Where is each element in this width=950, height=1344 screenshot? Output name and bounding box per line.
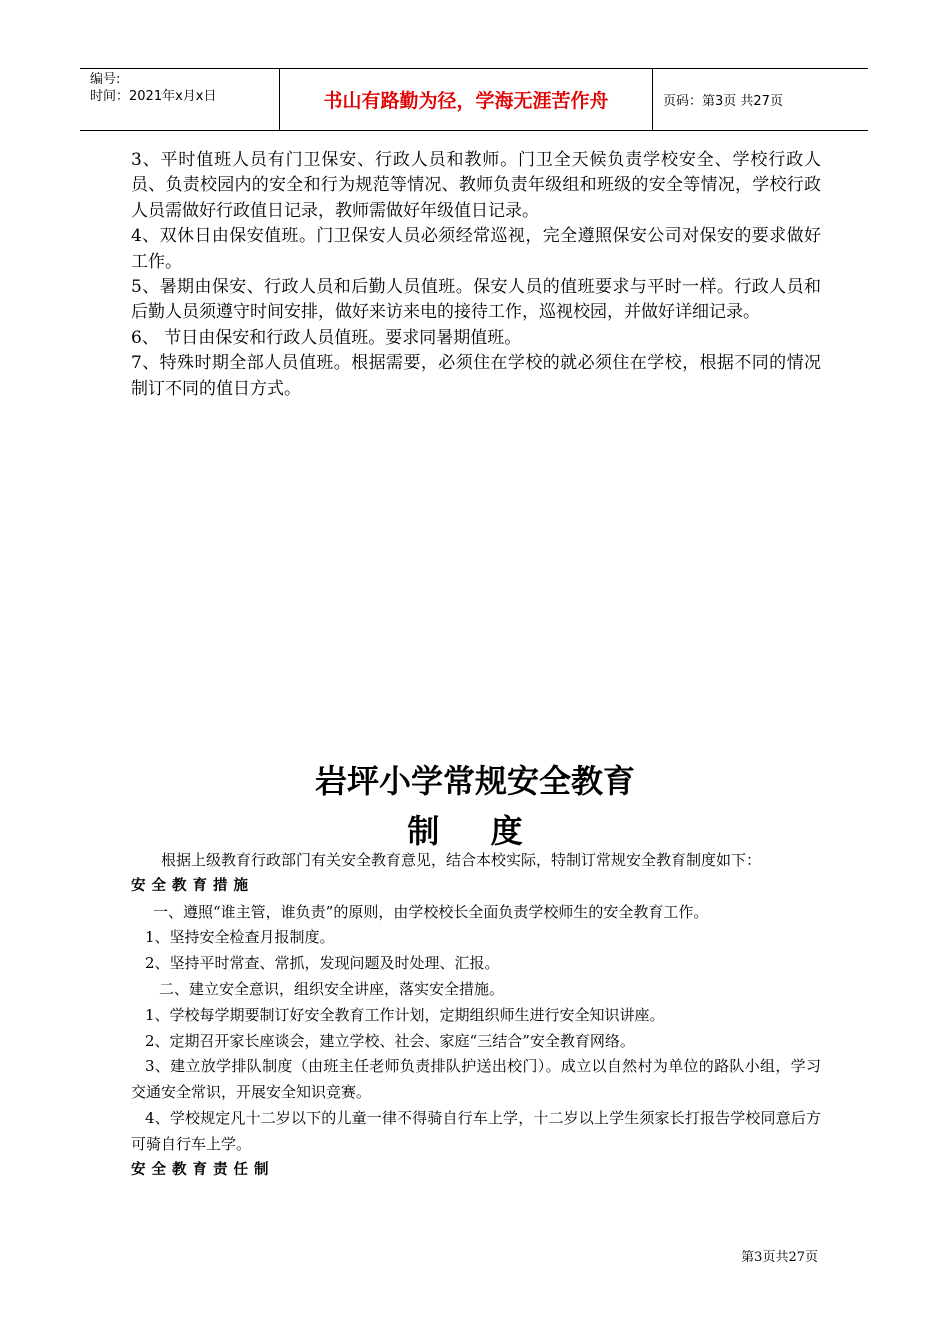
header-page-info: 页码：第3页 共27页 — [663, 94, 783, 109]
list-item: 2、坚持平时常查、常抓，发现问题及时处理、汇报。 — [145, 954, 500, 973]
list-item: 二、建立安全意识，组织安全讲座，落实安全措施。 — [159, 979, 505, 998]
document-title-line2: 制 度 — [407, 812, 543, 850]
safety-education-section — [131, 848, 821, 1183]
header-meta — [80, 69, 280, 130]
list-item: 3、建立放学排队制度（由班主任老师负责排队护送出校门）。成立以自然村为单位的路队小组，学习交通安全常识，开展安全知识竞赛。 — [131, 1057, 821, 1102]
paragraph: 3、平时值班人员有门卫保安、行政人员和教师。门卫全天候负责学校安全、学校行政人员、负责校园内的安全和行为规范等情况、教师负责年级组和班级的安全等情况，学校行政人员需做好行政值日记录，教师需做好年级值日记录。 — [131, 150, 821, 221]
page-footer: 第3页共27页 — [741, 1250, 818, 1265]
paragraph: 5、暑期由保安、行政人员和后勤人员值班。保安人员的值班要求与平时一样。行政人员和后勤人员须遵守时间安排，做好来访来电的接待工作，巡视校园，并做好详细记录。 — [131, 277, 821, 323]
time-label: 时间：2021年x月x日 — [90, 89, 217, 104]
list-item: 一、遵照“谁主管，谁负责”的原则，由学校校长全面负责学校师生的安全教育工作。 — [153, 902, 709, 921]
duty-rules-section — [131, 148, 821, 402]
list-item: 1、学校每学期要制订好安全教育工作计划，定期组织师生进行安全知识讲座。 — [145, 1005, 665, 1024]
section-heading: 安全教育责任制 — [131, 1161, 275, 1178]
list-item: 4、学校规定凡十二岁以下的儿童一律不得骑自行车上学，十二岁以上学生须家长打报告学校同意后方可骑自行车上学。 — [131, 1108, 821, 1153]
section-heading: 安全教育措施 — [131, 877, 254, 894]
serial-label: 编号: — [90, 72, 121, 87]
document-title: 岩坪小学常规安全教育 — [314, 762, 635, 800]
paragraph: 4、双休日由保安值班。门卫保安人员必须经常巡视，完全遵照保安公司对保安的要求做好工作。 — [131, 226, 821, 272]
list-item: 2、定期召开家长座谈会，建立学校、社会、家庭“三结合”安全教育网络。 — [145, 1031, 635, 1050]
intro-paragraph: 根据上级教育行政部门有关安全教育意见，结合本校实际，特制订常规安全教育制度如下： — [161, 851, 762, 869]
header-motto: 书山有路勤为径，学海无涯苦作舟 — [280, 69, 653, 130]
paragraph: 7、特殊时期全部人员值班。根据需要，必须住在学校的就必须住在学校，根据不同的情况制订不同的值日方式。 — [131, 353, 821, 399]
page-header — [80, 68, 868, 131]
list-item: 1、坚持安全检查月报制度。 — [145, 928, 335, 947]
paragraph: 6、 节日由保安和行政人员值班。要求同暑期值班。 — [131, 327, 522, 348]
